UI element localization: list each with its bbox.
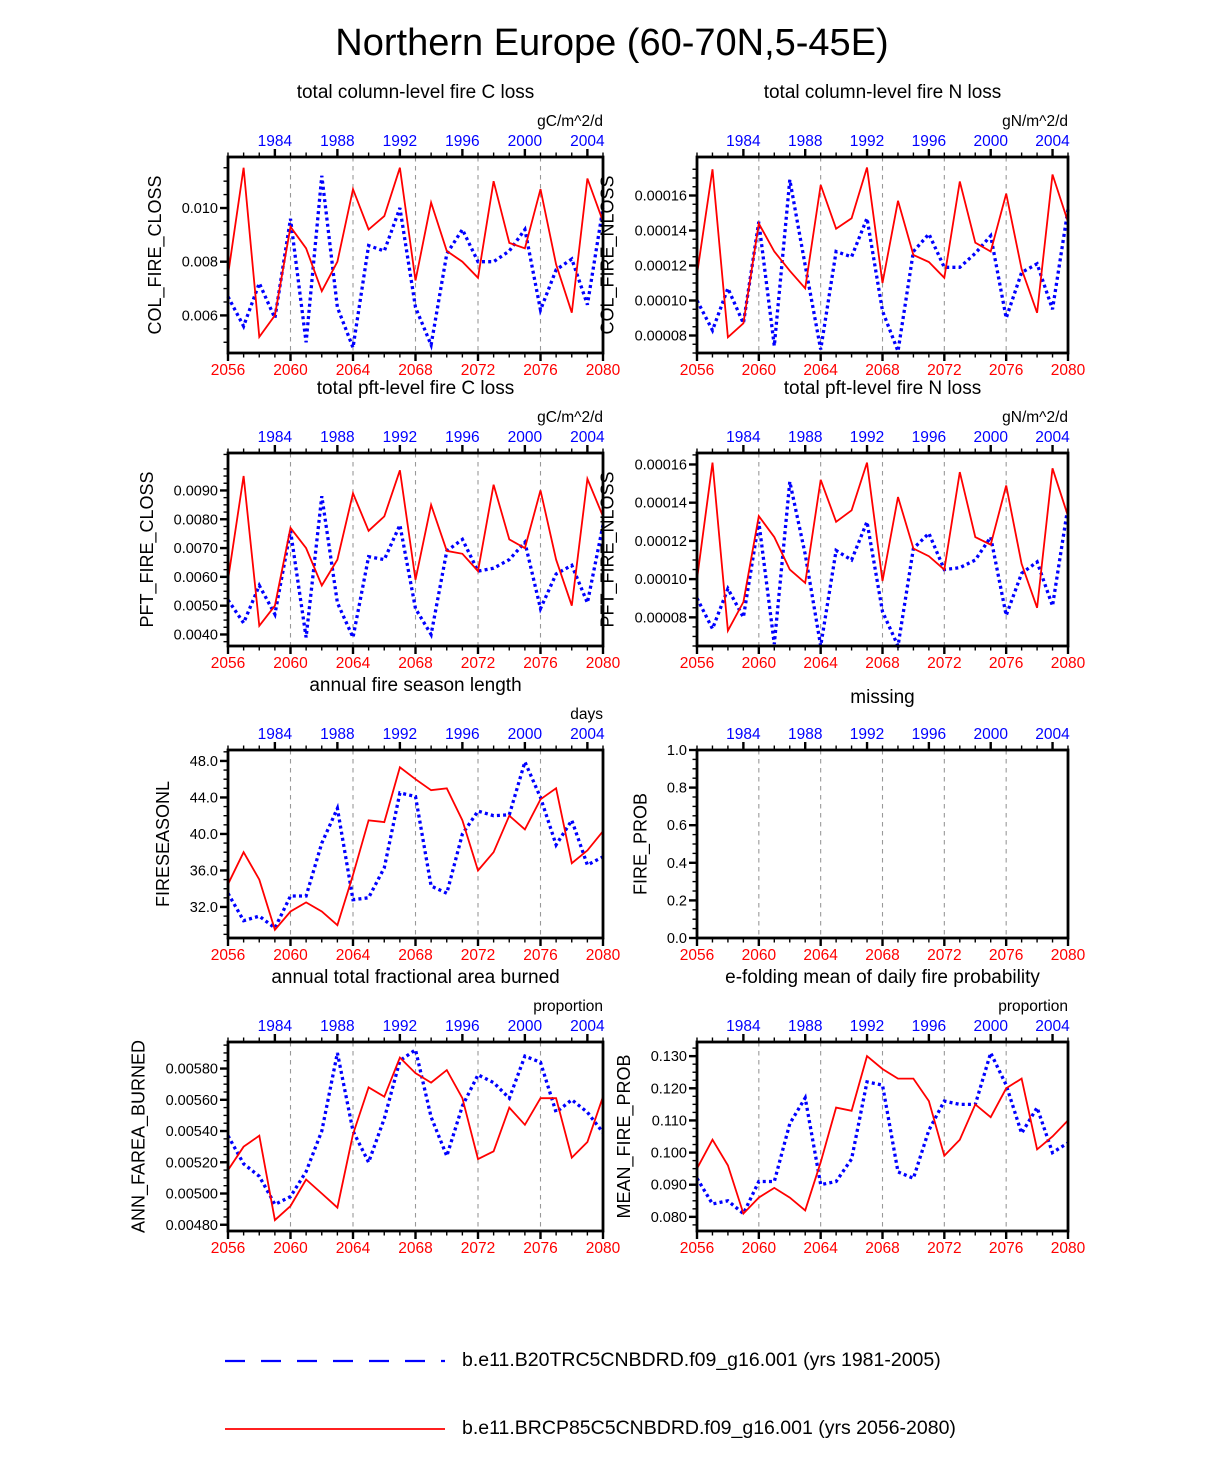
svg-text:44.0: 44.0 [189,790,218,807]
legend-label-b20trc: b.e11.B20TRC5CNBDRD.f09_g16.001 (yrs 1981-2005) [462,1349,941,1371]
svg-text:0.00012: 0.00012 [634,533,687,550]
svg-text:2060: 2060 [273,362,308,379]
svg-text:0.00014: 0.00014 [634,223,687,240]
svg-text:1988: 1988 [320,726,355,743]
svg-text:0.120: 0.120 [650,1081,687,1098]
panel-title: total pft-level fire N loss [783,378,982,399]
svg-text:2004: 2004 [570,726,605,743]
svg-text:1988: 1988 [787,726,823,743]
panel-units: proportion [998,998,1068,1015]
svg-text:0.00010: 0.00010 [634,293,687,310]
svg-text:0.0: 0.0 [666,931,687,947]
svg-text:0.0090: 0.0090 [173,483,218,500]
svg-text:1988: 1988 [787,133,823,150]
svg-text:1992: 1992 [849,726,885,743]
panel-title: annual total fractional area burned [271,967,560,988]
svg-text:0.00520: 0.00520 [165,1155,218,1172]
svg-text:1984: 1984 [726,429,761,446]
svg-text:0.006: 0.006 [181,308,218,325]
svg-text:COL_FIRE_CLOSS: COL_FIRE_CLOSS [145,175,165,335]
svg-text:40.0: 40.0 [189,826,218,843]
svg-text:0.2: 0.2 [666,893,687,910]
svg-text:2000: 2000 [973,726,1008,743]
svg-text:2056: 2056 [210,655,246,672]
svg-text:2060: 2060 [741,655,777,672]
svg-text:2060: 2060 [741,947,777,964]
svg-text:MEAN_FIRE_PROB: MEAN_FIRE_PROB [614,1054,634,1219]
svg-text:1984: 1984 [726,1018,761,1035]
svg-text:0.00480: 0.00480 [165,1217,218,1234]
panel-fire-prob-missing [592,675,1088,993]
svg-text:2004: 2004 [1035,133,1070,150]
figure-title: Northern Europe (60-70N,5-45E) [335,22,889,64]
svg-text:2076: 2076 [523,947,558,964]
svg-text:2000: 2000 [507,429,543,446]
line-plot-mean-fire-prob [592,1012,1088,1263]
svg-text:1988: 1988 [320,133,355,150]
panel-units: days [570,706,603,723]
panel-title: total column-level fire N loss [763,82,1002,103]
svg-text:2076: 2076 [988,362,1024,379]
svg-text:2080: 2080 [1050,947,1086,964]
legend-label-brcp85: b.e11.BRCP85C5CNBDRD.f09_g16.001 (yrs 2056-2080) [462,1417,956,1439]
svg-text:2076: 2076 [988,1240,1024,1257]
svg-text:2076: 2076 [988,655,1024,672]
panel-title: total pft-level fire C loss [316,378,515,399]
svg-text:1984: 1984 [257,429,293,446]
svg-text:2060: 2060 [273,655,308,672]
svg-text:2080: 2080 [585,362,621,379]
svg-text:1992: 1992 [382,429,418,446]
svg-text:2064: 2064 [803,1240,838,1257]
svg-text:0.080: 0.080 [650,1209,687,1226]
svg-text:1984: 1984 [726,726,761,743]
svg-text:1984: 1984 [257,133,293,150]
svg-text:2056: 2056 [679,947,715,964]
svg-text:2064: 2064 [335,947,371,964]
svg-text:2080: 2080 [585,1240,621,1257]
svg-text:2072: 2072 [927,362,962,379]
svg-text:1988: 1988 [320,429,355,446]
svg-text:2064: 2064 [335,1240,371,1257]
svg-text:2056: 2056 [210,362,246,379]
svg-text:2000: 2000 [507,133,543,150]
line-plot-pft-fire-closs [123,423,623,678]
svg-text:0.0080: 0.0080 [173,512,218,529]
panel-title: missing [850,687,915,708]
svg-text:0.130: 0.130 [650,1049,687,1066]
svg-text:2004: 2004 [570,133,605,150]
svg-text:32.0: 32.0 [189,899,218,916]
svg-text:2064: 2064 [335,655,371,672]
svg-text:2004: 2004 [570,1018,605,1035]
svg-text:0.008: 0.008 [181,254,218,271]
svg-text:2064: 2064 [803,947,838,964]
svg-text:0.100: 0.100 [650,1145,687,1162]
svg-text:2080: 2080 [1050,1240,1086,1257]
panel-units: proportion [533,998,603,1015]
svg-text:1996: 1996 [445,726,480,743]
svg-text:2080: 2080 [1050,655,1086,672]
svg-text:1992: 1992 [382,133,418,150]
svg-text:1.0: 1.0 [666,743,687,759]
svg-text:0.090: 0.090 [650,1177,687,1194]
svg-text:2056: 2056 [210,947,246,964]
svg-text:2068: 2068 [865,947,900,964]
svg-text:1996: 1996 [911,429,947,446]
svg-text:1996: 1996 [445,1018,480,1035]
svg-text:2072: 2072 [927,947,962,964]
svg-text:0.00010: 0.00010 [634,572,687,589]
line-plot-col-fire-closs [123,127,623,385]
svg-text:0.4: 0.4 [666,855,687,872]
svg-text:2068: 2068 [865,655,900,672]
svg-text:2004: 2004 [570,429,605,446]
svg-text:0.0060: 0.0060 [173,569,218,586]
panel-pft-fire-closs [123,378,623,701]
svg-text:0.8: 0.8 [666,780,687,797]
svg-text:2056: 2056 [679,655,715,672]
svg-text:2068: 2068 [398,947,433,964]
panel-ann-farea-burned [123,967,623,1286]
svg-text:2072: 2072 [460,655,496,672]
svg-text:2068: 2068 [398,655,433,672]
svg-text:2068: 2068 [398,1240,433,1257]
svg-text:0.00008: 0.00008 [634,328,687,345]
svg-text:2060: 2060 [741,1240,777,1257]
svg-text:2000: 2000 [973,1018,1008,1035]
panel-mean-fire-prob [592,967,1088,1286]
svg-text:2076: 2076 [523,655,558,672]
svg-text:2064: 2064 [803,655,838,672]
svg-text:1984: 1984 [257,726,293,743]
legend-solid-line-sample [224,1418,446,1440]
svg-text:2000: 2000 [973,133,1008,150]
svg-text:1992: 1992 [849,429,885,446]
svg-text:0.00016: 0.00016 [634,188,687,205]
svg-text:1992: 1992 [849,1018,885,1035]
svg-text:1988: 1988 [787,429,823,446]
svg-text:1996: 1996 [445,133,480,150]
svg-text:2056: 2056 [679,362,715,379]
svg-text:0.00500: 0.00500 [165,1186,218,1203]
svg-text:0.00016: 0.00016 [634,457,687,474]
svg-text:0.0040: 0.0040 [173,627,218,644]
legend-entry-brcp85 [224,1417,956,1440]
svg-text:1984: 1984 [257,1018,293,1035]
svg-text:1988: 1988 [320,1018,355,1035]
svg-text:2004: 2004 [1035,429,1070,446]
line-plot-col-fire-nloss [592,127,1088,385]
svg-text:36.0: 36.0 [189,863,218,880]
svg-text:2064: 2064 [335,362,371,379]
panel-title: annual fire season length [309,675,522,696]
svg-text:1992: 1992 [382,726,418,743]
svg-text:1996: 1996 [445,429,480,446]
svg-text:1984: 1984 [726,133,761,150]
panel-title: total column-level fire C loss [296,82,535,103]
svg-text:2064: 2064 [803,362,838,379]
svg-text:2056: 2056 [679,1240,715,1257]
svg-text:0.110: 0.110 [651,1113,687,1130]
svg-text:48.0: 48.0 [189,753,218,770]
svg-text:1992: 1992 [849,133,885,150]
svg-text:2068: 2068 [865,1240,900,1257]
svg-text:1988: 1988 [787,1018,823,1035]
legend-entry-b20trc [224,1349,941,1372]
svg-text:2004: 2004 [1035,726,1070,743]
svg-text:2072: 2072 [460,947,496,964]
svg-text:PFT_FIRE_CLOSS: PFT_FIRE_CLOSS [136,471,157,628]
svg-text:COL_FIRE_NLOSS: COL_FIRE_NLOSS [597,175,618,335]
svg-text:2000: 2000 [507,1018,543,1035]
panel-units: gC/m^2/d [537,409,603,426]
svg-text:2072: 2072 [927,1240,962,1257]
svg-text:0.00012: 0.00012 [634,258,687,275]
svg-text:PFT_FIRE_NLOSS: PFT_FIRE_NLOSS [597,471,618,628]
svg-text:2060: 2060 [273,1240,308,1257]
svg-text:2072: 2072 [460,362,496,379]
panel-units: gN/m^2/d [1002,409,1068,426]
svg-text:1996: 1996 [911,133,947,150]
line-plot-pft-fire-nloss [592,423,1088,678]
svg-text:2004: 2004 [1035,1018,1070,1035]
svg-text:0.00014: 0.00014 [634,495,687,512]
panel-units: gC/m^2/d [537,113,603,130]
panel-pft-fire-nloss [592,378,1088,701]
legend-dashed-line-sample [224,1350,446,1372]
svg-text:2068: 2068 [865,362,900,379]
panel-units: gN/m^2/d [1002,113,1068,130]
panel-col-fire-closs [123,82,623,408]
svg-text:FIRESEASONL: FIRESEASONL [153,780,174,908]
svg-text:0.00540: 0.00540 [165,1124,218,1141]
svg-text:0.0070: 0.0070 [173,541,218,558]
svg-text:2076: 2076 [523,1240,558,1257]
empty-plot-fire-prob [592,720,1088,970]
svg-text:1992: 1992 [382,1018,418,1035]
line-plot-ann-farea-burned [123,1012,623,1263]
svg-text:2060: 2060 [741,362,777,379]
svg-text:2080: 2080 [585,655,621,672]
svg-text:0.00580: 0.00580 [165,1061,218,1078]
line-plot-fireseasonl [123,720,623,970]
svg-text:2076: 2076 [523,362,558,379]
svg-text:1996: 1996 [911,1018,947,1035]
svg-text:0.6: 0.6 [666,818,687,835]
panel-title: e-folding mean of daily fire probability [725,967,1040,988]
svg-text:2076: 2076 [988,947,1024,964]
svg-text:2000: 2000 [973,429,1008,446]
svg-text:1996: 1996 [911,726,947,743]
svg-text:2080: 2080 [1050,362,1086,379]
svg-text:0.0050: 0.0050 [173,598,218,615]
svg-text:2060: 2060 [273,947,308,964]
svg-text:ANN_FAREA_BURNED: ANN_FAREA_BURNED [128,1039,149,1234]
svg-text:2056: 2056 [210,1240,246,1257]
svg-text:FIRE_PROB: FIRE_PROB [630,792,651,896]
panel-fireseasonl [123,675,623,993]
svg-text:2072: 2072 [927,655,962,672]
panel-col-fire-nloss [592,82,1088,408]
svg-text:2000: 2000 [507,726,543,743]
svg-text:2068: 2068 [398,362,433,379]
svg-text:0.00560: 0.00560 [165,1092,218,1109]
svg-text:0.00008: 0.00008 [634,610,687,627]
svg-text:2080: 2080 [585,947,621,964]
svg-text:2072: 2072 [460,1240,496,1257]
svg-text:0.010: 0.010 [181,201,218,218]
